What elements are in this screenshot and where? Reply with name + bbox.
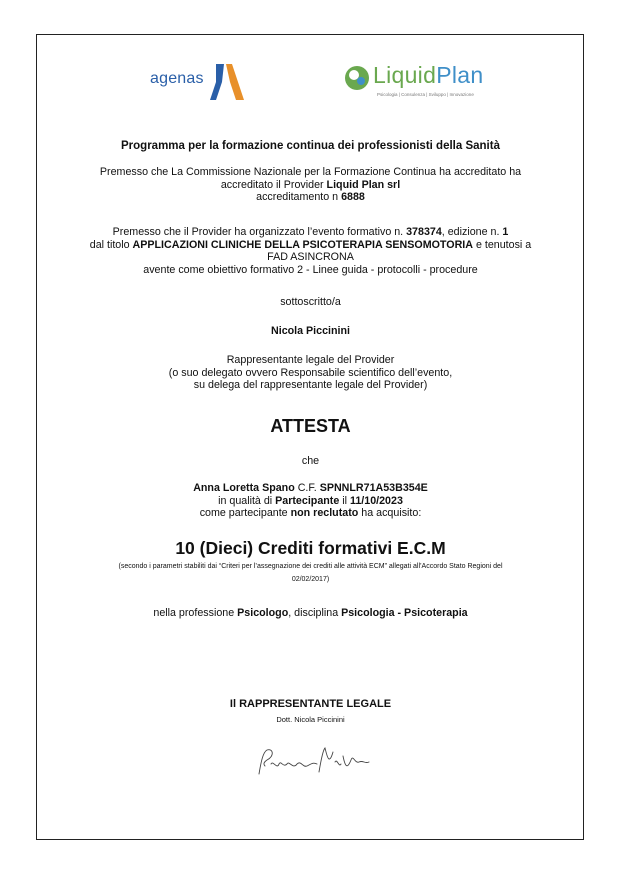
liquidplan-mark-icon — [343, 64, 371, 92]
discipline: Psicologia - Psicoterapia — [341, 607, 468, 619]
premise-line-1: Premesso che La Commissione Nazionale per la Formazione Continua ha accreditato ha — [99, 166, 522, 178]
participant-cf: SPNNLR71A53B354E — [319, 482, 428, 494]
participant-quality: Partecipante — [275, 494, 340, 507]
signer-name: Nicola Piccinini — [271, 325, 350, 337]
logo-bar — [0, 58, 621, 108]
agenas-logo-text: agenas — [150, 70, 204, 87]
event-mode: FAD ASINCRONA — [267, 251, 354, 263]
certificate-title: Programma per la formazione continua dei professionisti della Sanità — [121, 140, 500, 152]
premise-line-3: accreditamento n 6888 — [256, 191, 365, 203]
role-line-2: (o suo delegato ovvero Responsabile scientifico dell’evento, — [168, 366, 453, 379]
participant-line-1: Anna Loretta Spano C.F. SPNNLR71A53B354E — [193, 482, 428, 494]
event-line-1: Premesso che il Provider ha organizzato l’evento formativo n. 378374, edizione n. 1 — [112, 226, 509, 238]
participant-block — [40, 482, 581, 520]
premise-event — [40, 226, 581, 276]
premise-accreditation — [40, 166, 581, 204]
credits-note — [30, 560, 591, 586]
event-objective: avente come obiettivo formativo 2 - Linee guida - protocolli - procedure — [143, 263, 478, 276]
liquidplan-liquid: Liquid — [373, 62, 437, 88]
participation-date: 11/10/2023 — [349, 494, 403, 507]
event-number: 378374 — [406, 226, 442, 238]
profession-line: nella professione Psicologo, disciplina Psicologia - Psicoterapia — [153, 607, 468, 619]
liquidplan-logo — [343, 62, 513, 106]
liquidplan-plan: Plan — [436, 62, 484, 88]
credits-heading: 10 (Dieci) Crediti formativi E.C.M — [175, 538, 446, 558]
premise-line-2: accreditato il Provider Liquid Plan srl — [220, 178, 401, 191]
role-line-1: Rappresentante legale del Provider — [226, 354, 395, 366]
participant-line-2: in qualità di Partecipante il 11/10/2023 — [218, 494, 403, 507]
edition-number: 1 — [502, 226, 509, 238]
participant-status: non reclutato — [290, 507, 359, 519]
handwritten-signature — [255, 742, 375, 782]
signature-name: Dott. Nicola Piccinini — [276, 715, 345, 724]
signature-title: Il RAPPRESENTANTE LEGALE — [229, 698, 392, 710]
event-line-2: dal titolo APPLICAZIONI CLINICHE DELLA PSICOTERAPIA SENSOMOTORIA e tenutosi a — [89, 238, 532, 251]
credits-note-line-1: (secondo i parametri stabiliti dai “Criteri per l’assegnazione dei crediti alle attività ECM” allegati all’Accordo Stato Regioni del — [118, 563, 503, 570]
profession: Psicologo — [237, 607, 289, 619]
role-line-3: su delega del rappresentante legale del Provider) — [193, 379, 428, 391]
liquidplan-logo-name — [373, 62, 483, 89]
event-title: APPLICAZIONI CLINICHE DELLA PSICOTERAPIA SENSOMOTORIA — [132, 238, 473, 251]
signed-label: sottoscritto/a — [280, 296, 341, 308]
credits-note-line-2: 02/02/2017) — [291, 576, 330, 583]
provider-name: Liquid Plan srl — [326, 178, 401, 191]
agenas-logo — [150, 58, 260, 102]
che-label: che — [301, 455, 320, 467]
agenas-mark-icon — [208, 60, 248, 104]
accreditation-number: 6888 — [341, 191, 365, 203]
participant-line-3: come partecipante non reclutato ha acquisito: — [199, 507, 422, 519]
attesta-heading: ATTESTA — [270, 416, 351, 436]
liquidplan-tagline: Psicologia | Consulenza | Sviluppo | Innovazione — [377, 92, 474, 97]
participant-name: Anna Loretta Spano — [193, 482, 295, 494]
signer-role — [40, 354, 581, 392]
